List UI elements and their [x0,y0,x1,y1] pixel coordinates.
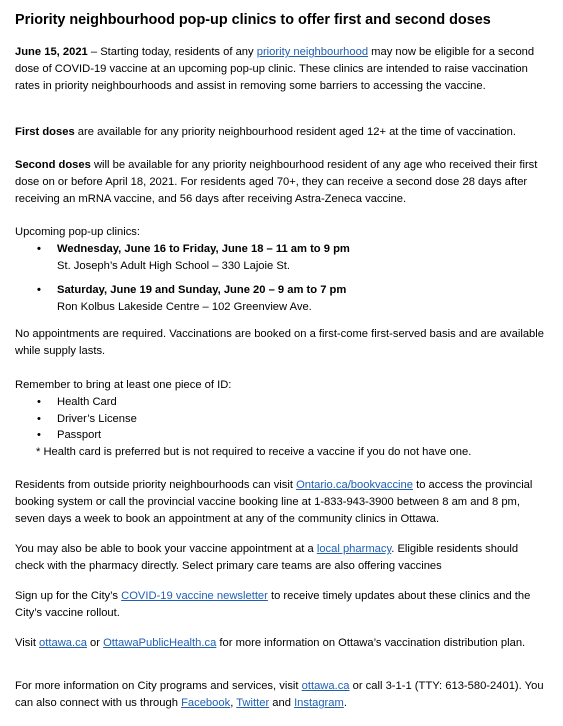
id-heading: Remember to bring at least one piece of ID: [15,379,232,391]
facebook-link[interactable]: Facebook [181,696,231,709]
more-info-paragraph [15,678,550,712]
first-doses-paragraph [15,124,550,141]
second-doses-text: will be available for any priority neighbourhood resident of any age who received their first dose on or before April 18, 2021. For residents aged 70+, they can receive a second dose 28 days after receiving an mRNA vaccine, and 56 days after receiving Astra-Zeneca vaccine. [15,159,538,205]
id-item-label: Passport [57,429,102,442]
first-doses-text: are available for any priority neighbourhood resident aged 12+ at the time of vaccination. [74,126,516,138]
pharmacy-paragraph [15,541,550,575]
bookvaccine-link[interactable]: Ontario.ca/bookvaccine [296,479,413,491]
appointments-paragraph [15,326,550,360]
intro-paragraph [15,44,550,94]
instagram-link[interactable]: Instagram [294,696,344,709]
twitter-link[interactable]: Twitter [236,696,270,709]
clinics-heading: Upcoming pop-up clinics: [15,226,140,238]
bullet-icon: • [37,395,41,408]
outside-text-1: Residents from outside priority neighbourhoods can visit [15,479,297,491]
intro-text-2: may now be eligible for a second dose of COVID-19 vaccine at an upcoming pop-up clinic. These clinics are intended to raise vaccination rates in priority neighbourhoods and assist in removing some barriers to accessing the vaccine. [15,46,535,92]
id-item [15,394,550,411]
id-section [15,377,550,461]
local-pharmacy-link[interactable]: local pharmacy [316,543,392,555]
ottawa-ca-link[interactable]: ottawa.ca [301,680,350,692]
pharmacy-text-2: . Eligible residents should check with the pharmacy directly. Select primary care teams are also offering vaccines [15,543,519,572]
clinic-2-where: Ron Kolbus Lakeside Centre – 102 Greenview Ave. [57,301,312,314]
newsletter-paragraph [15,588,550,622]
clinic-item-2 [15,282,550,299]
clinics-section [15,224,550,316]
clinic-2-when: Saturday, June 19 and Sunday, June 20 – 9 am to 7 pm [57,284,347,297]
intro-text-1: – Starting today, residents of any [87,46,257,58]
separator-text: , [230,696,237,709]
vaccine-newsletter-link[interactable]: COVID-19 vaccine newsletter [121,590,268,602]
newsletter-text-1: Sign up for the City’s [15,590,122,602]
appointments-text: No appointments are required. Vaccinations are booked on a first-come first-served basis and are available while supply lasts. [15,328,544,357]
visit-text-3: for more information on Ottawa’s vaccination distribution plan. [216,637,526,649]
outside-text-2: to access the provincial booking system or call the provincial vaccine booking line at 1-833-943-3900 between 8 am and 8 pm, seven days a week to book an appointment at any of the community clinics in Ottawa. [15,479,533,525]
clinic-1-when: Wednesday, June 16 to Friday, June 18 – 11 am to 9 pm [57,242,350,255]
second-doses-label: Second doses [15,159,91,171]
id-note: * Health card is preferred but is not required to receive a vaccine if you do not have one. [36,446,472,459]
id-item [15,427,550,444]
end-text: . [343,696,347,709]
priority-neighbourhood-link[interactable]: priority neighbourhood [256,46,369,58]
bullet-icon: • [37,284,41,297]
pharmacy-text-1: You may also be able to book your vaccine appointment at a [15,543,317,555]
visit-paragraph [15,635,550,652]
bullet-icon: • [37,242,41,255]
id-item [15,411,550,428]
id-item-label: Driver’s License [57,412,137,425]
first-doses-label: First doses [15,126,75,138]
bullet-icon: • [37,429,41,442]
more-info-text-1: For more information on City programs and services, visit [15,680,302,692]
clinic-1-where: St. Joseph’s Adult High School – 330 Lajoie St. [57,259,291,272]
intro-date: June 15, 2021 [15,46,88,58]
page-title: Priority neighbourhood pop-up clinics to offer first and second doses [15,12,491,28]
second-doses-paragraph [15,157,550,207]
outside-paragraph [15,477,550,527]
separator-text: and [269,696,295,709]
ottawa-ca-link[interactable]: ottawa.ca [39,637,87,649]
visit-text-2: or [86,637,104,649]
clinic-item-1 [15,241,550,258]
visit-text-1: Visit [15,637,40,649]
more-info-text-2: or call 3-1-1 (TTY: 613-580-2401). You can also connect with us through [15,680,544,709]
newsletter-text-2: to receive timely updates about these clinics and the City’s vaccine rollout. [15,590,531,619]
bullet-icon: • [37,412,41,425]
id-item-label: Health Card [57,395,117,408]
ottawa-public-health-link[interactable]: OttawaPublicHealth.ca [103,637,217,649]
